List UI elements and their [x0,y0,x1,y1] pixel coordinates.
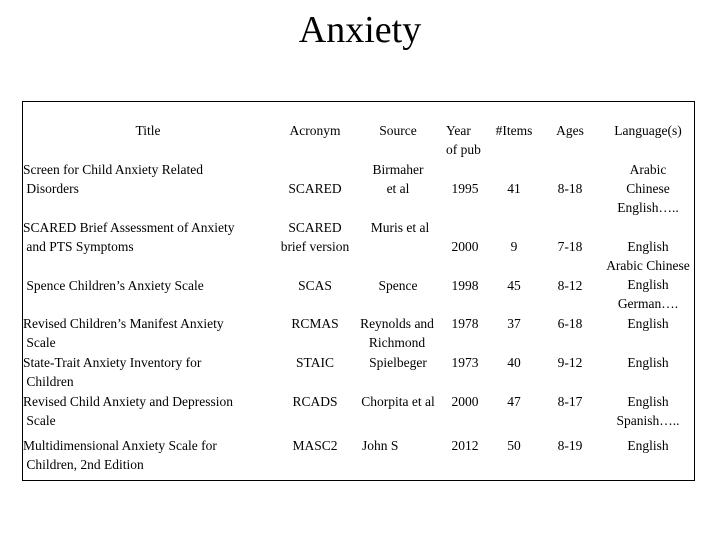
row-3-acronym: SCAS [298,278,332,293]
row-2-source: Muris et al [370,220,430,235]
row-7-acronym: MASC2 [292,438,338,453]
row-2-items: 9 [510,239,518,254]
row-3-language: Arabic Chinese English German…. [606,258,690,311]
row-2-year: 2000 [451,239,479,254]
row-4-items: 37 [507,316,521,331]
row-1-acronym: SCARED [288,181,342,196]
row-5-items: 40 [507,355,521,370]
row-5-source: Spielbeger [369,355,427,370]
row-6-title: Revised Child Anxiety and Depression Scale [23,394,233,428]
row-2-ages: 7-18 [557,239,583,254]
header-items: #Items [495,123,533,138]
slide-title: Anxiety [298,9,422,51]
header-acronym: Acronym [289,123,341,138]
header-year: Year of pub [446,123,481,157]
row-3-items: 45 [507,278,521,293]
row-4-source: Reynolds and Richmond [360,316,434,350]
row-1-source: Birmaher et al [372,162,424,196]
header-title: Title [135,123,161,138]
row-5-ages: 9-12 [557,355,583,370]
row-5-year: 1973 [451,355,479,370]
row-4-acronym: RCMAS [291,316,339,331]
row-1-title: Screen for Child Anxiety Related Disorders [23,162,203,196]
row-7-language: English [627,438,669,453]
row-6-language: English Spanish….. [616,394,680,428]
row-7-source: John S [362,438,399,453]
row-5-language: English [627,355,669,370]
row-7-ages: 8-19 [557,438,583,453]
row-2-title: SCARED Brief Assessment of Anxiety and PTS Symptoms [23,220,235,254]
row-3-ages: 8-12 [557,278,583,293]
row-4-language: English [627,316,669,331]
row-2-acronym: SCARED brief version [280,220,350,254]
row-1-ages: 8-18 [557,181,583,196]
row-3-year: 1998 [451,278,479,293]
row-4-year: 1978 [451,316,479,331]
row-1-year: 1995 [451,181,479,196]
row-3-title: Spence Children’s Anxiety Scale [23,278,204,293]
row-1-language: Arabic Chinese English….. [617,162,679,215]
header-language: Language(s) [614,123,682,138]
row-7-year: 2012 [451,438,479,453]
row-7-items: 50 [507,438,521,453]
row-1-items: 41 [507,181,521,196]
row-4-title: Revised Children’s Manifest Anxiety Scale [23,316,224,350]
row-5-acronym: STAIC [296,355,334,370]
row-6-acronym: RCADS [292,394,338,409]
row-4-ages: 6-18 [557,316,583,331]
row-6-source: Chorpita et al [361,394,435,409]
row-6-ages: 8-17 [557,394,583,409]
header-source: Source [379,123,417,138]
row-7-title: Multidimensional Anxiety Scale for Children, 2nd Edition [23,438,217,472]
header-ages: Ages [556,123,584,138]
row-2-language: English [627,239,669,254]
row-6-items: 47 [507,394,521,409]
row-5-title: State-Trait Anxiety Inventory for Children [23,355,202,389]
row-6-year: 2000 [451,394,479,409]
row-3-source: Spence [378,278,418,293]
